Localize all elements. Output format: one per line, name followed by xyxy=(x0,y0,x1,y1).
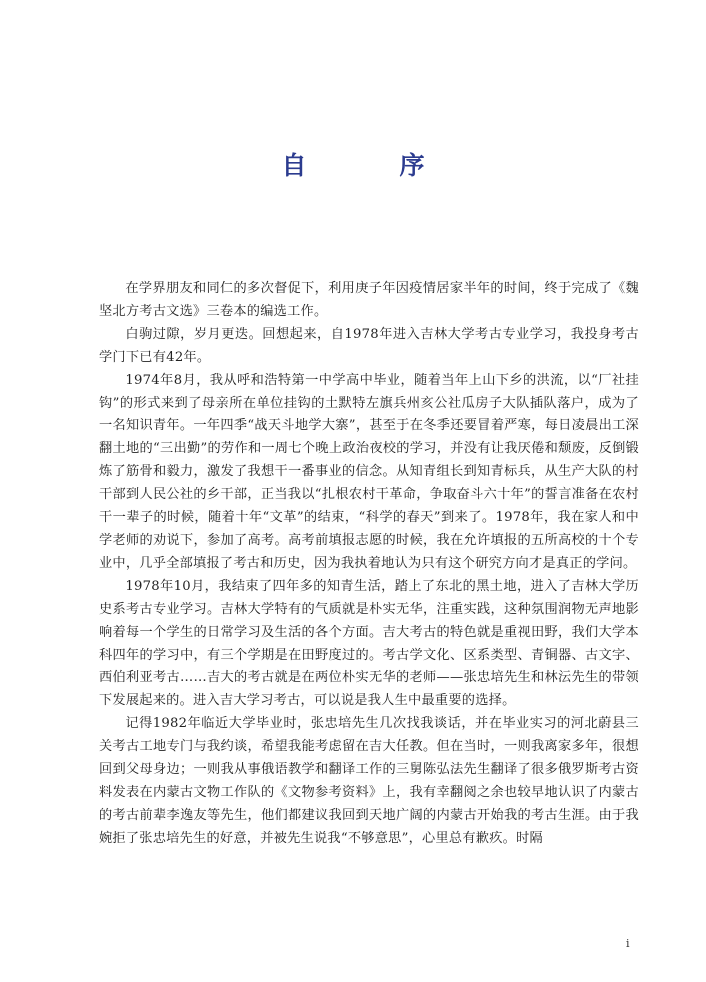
paragraph-2: 白驹过隙，岁月更迭。回想起来，自1978年进入吉林大学考古专业学习，我投身考古学门下已有42年。 xyxy=(99,326,639,365)
paragraph-1: 在学界朋友和同仁的多次督促下，利用庚子年因疫情居家半年的时间，终于完成了《魏坚北方考古文选》三卷本的编选工作。 xyxy=(99,281,639,319)
page-title: 自 序 xyxy=(281,151,459,180)
paragraph-4: 1978年10月，我结束了四年多的知青生活，踏上了东北的黑土地，进入了吉林大学历史系考古专业学习。吉林大学特有的气质就是朴实无华，注重实践，这种氛围润物无声地影响着每一个学生的日常学习及生活的各个方面。吉大考古的特色就是重视田野，我们大学本科四年的学习中，有三个学期是在田野度过的。考古学文化、区系类型、青铜器、古文字、西伯利亚考古……吉大的考古就是在两位朴实无华的老师——张忠培先生和林沄先生的带领下发展起来的。进入吉大学习考古，可以说是我人生中最重要的选择。 xyxy=(99,578,639,709)
paragraph-5: 记得1982年临近大学毕业时，张忠培先生几次找我谈话，并在毕业实习的河北蔚县三关考古工地专门与我约谈，希望我能考虑留在吉大任教。但在当时，一则我离家多年，很想回到父母身边；一则我从事俄语教学和翻译工作的三舅陈弘法先生翻译了很多俄罗斯考古资料发表在内蒙古文物工作队的《文物参考资料》上，我有幸翻阅之余也较早地认识了内蒙古的考古前辈李逸友等先生，他们都建议我回到天地广阔的内蒙古开始我的考古生涯。由于我婉拒了张忠培先生的好意，并被先生说我“不够意思”，心里总有歉疚。时隔 xyxy=(99,716,639,846)
page-number: i xyxy=(626,937,630,950)
paragraph-3: 1974年8月，我从呼和浩特第一中学高中毕业，随着当年上山下乡的洪流，以“厂社挂钩”的形式来到了母亲所在单位挂钩的土默特左旗兵州亥公社瓜房子大队插队落户，成为了一名知识青年。一年四季“战天斗地学大寨”，甚至于在冬季还要冒着严寒，每日凌晨出工深翻土地的“三出勤”的劳作和一周七个晚上政治夜校的学习，并没有让我厌倦和颓废，反倒锻炼了筋骨和毅力，激发了我想干一番事业的信念。从知青组长到知青标兵，从生产大队的村干部到人民公社的乡干部，正当我以“扎根农村干革命，争取奋斗六十年”的誓言准备在农村干一辈子的时候，随着十年“文革”的结束，“科学的春天”到来了。1978年，我在家人和中学老师的劝说下，参加了高考。高考前填报志愿的时候，我在允许填报的五所高校的十个专业中，几乎全部填报了考古和历史，因为我执着地认为只有这个研究方向才是真正的学问。 xyxy=(99,372,639,571)
body-text xyxy=(99,278,639,851)
